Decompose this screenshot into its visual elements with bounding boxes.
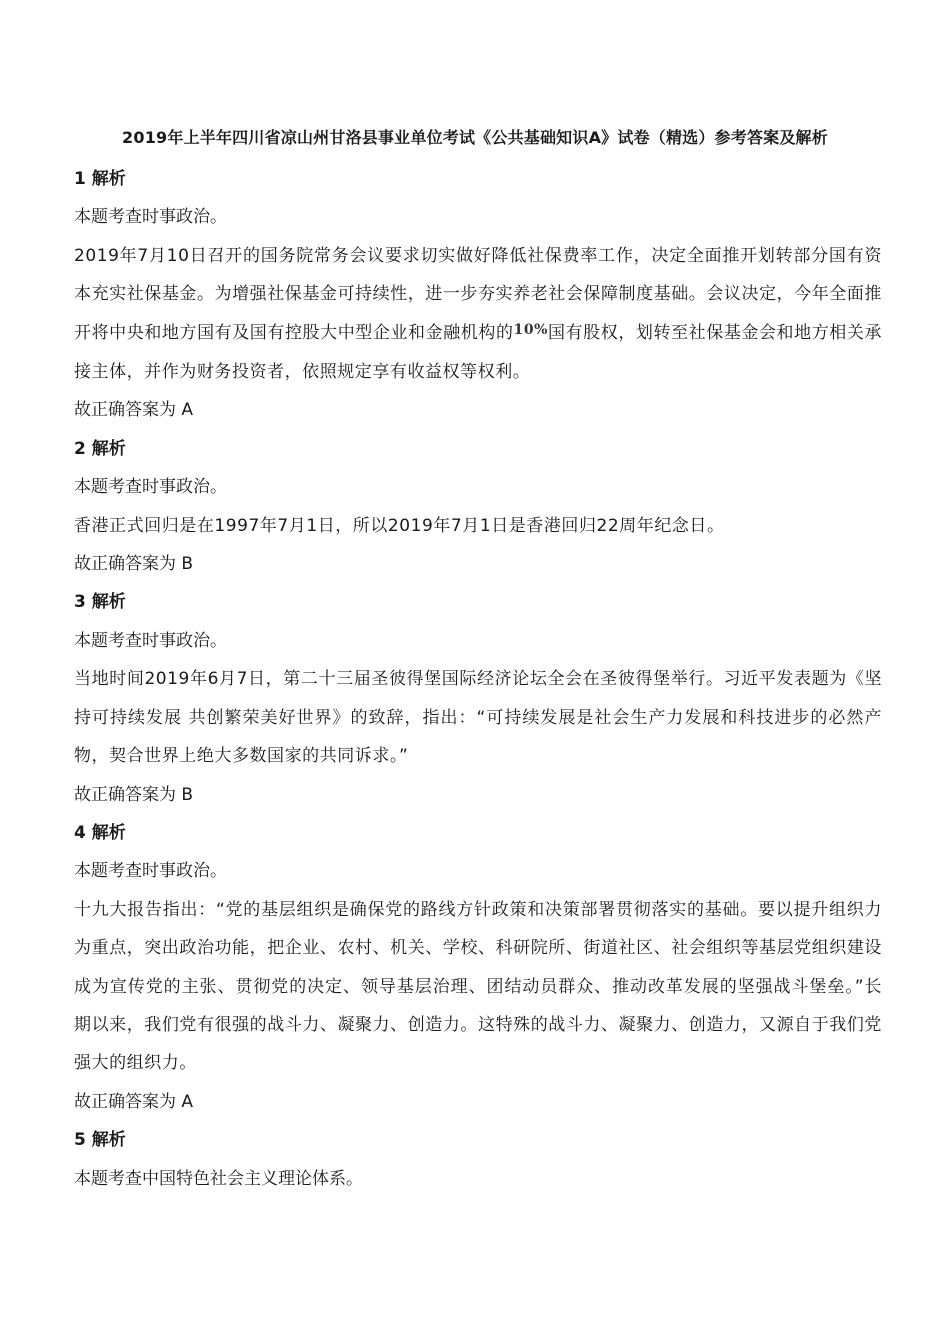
- section-explanation: 十九大报告指出：“党的基层组织是确保党的路线方针政策和决策部署贯彻落实的基础。要以提升组织力为重点，突出政治功能，把企业、农村、机关、学校、科研院所、街道社区、社会组织等基层党组织建设成为宣传党的主张、贯彻党的决定、领导基层治理、团结动员群众、推动改革发展的坚强战斗堡垒。”长期以来，我们党有很强的战斗力、凝聚力、创造力。这特殊的战斗力、凝聚力、创造力，又源自于我们党强大的组织力。: [74, 899, 882, 1074]
- answer-section-5: [74, 1121, 882, 1198]
- section-topic: 本题考查时事政治。: [74, 477, 227, 498]
- document-title: 2019年上半年四川省凉山州甘洛县事业单位考试《公共基础知识A》试卷（精选）参考答案及解析: [122, 128, 828, 147]
- section-explanation: [74, 237, 882, 392]
- section-heading: 1 解析: [74, 169, 126, 189]
- answer-section-4: [74, 814, 882, 1121]
- section-topic: 本题考查时事政治。: [74, 630, 227, 651]
- section-explanation: 香港正式回归是在1997年7月1日，所以2019年7月1日是香港回归22周年纪念日。: [74, 515, 725, 536]
- answer-section-3: [74, 583, 882, 813]
- section-answer: 故正确答案为 B: [74, 784, 194, 805]
- section-heading: 5 解析: [74, 1130, 126, 1151]
- document-content: [74, 160, 882, 1198]
- section-topic: 本题考查时事政治。: [74, 861, 227, 882]
- section-topic: 本题考查时事政治。: [74, 207, 227, 228]
- section-answer: 故正确答案为 A: [74, 1091, 194, 1112]
- section-topic: 本题考查中国特色社会主义理论体系。: [74, 1168, 363, 1189]
- answer-section-2: [74, 430, 882, 584]
- section-heading: 4 解析: [74, 822, 126, 843]
- section-answer: 故正确答案为 A: [74, 400, 194, 421]
- section-heading: 2 解析: [74, 438, 126, 459]
- answer-section-1: [74, 160, 882, 430]
- section-answer: 故正确答案为 B: [74, 554, 194, 575]
- explanation-text-before: 2019年7月10日召开的国务院常务会议要求切实做好降低社保费率工作，决定全面推开划转部分国有资本充实社保基金。为增强社保基金可持续性，进一步夯实养老社会保障制度基础。会议决定，今年全面推开将中央和地方国有及国有控股大中型企业和金融机构的: [74, 245, 882, 343]
- section-heading: 3 解析: [74, 592, 126, 613]
- explanation-text-after: 国有股权，划转至社保基金会和地方相关承接主体，并作为财务投资者，依照规定享有收益权等权利。: [74, 322, 883, 383]
- section-explanation: 当地时间2019年6月7日，第二十三届圣彼得堡国际经济论坛全会在圣彼得堡举行。习近平发表题为《坚持可持续发展 共创繁荣美好世界》的致辞，指出：“可持续发展是社会生产力发展和科技进步的必然产物，契合世界上绝大多数国家的共同诉求。”: [74, 669, 882, 767]
- percent-figure: 10%: [513, 321, 548, 338]
